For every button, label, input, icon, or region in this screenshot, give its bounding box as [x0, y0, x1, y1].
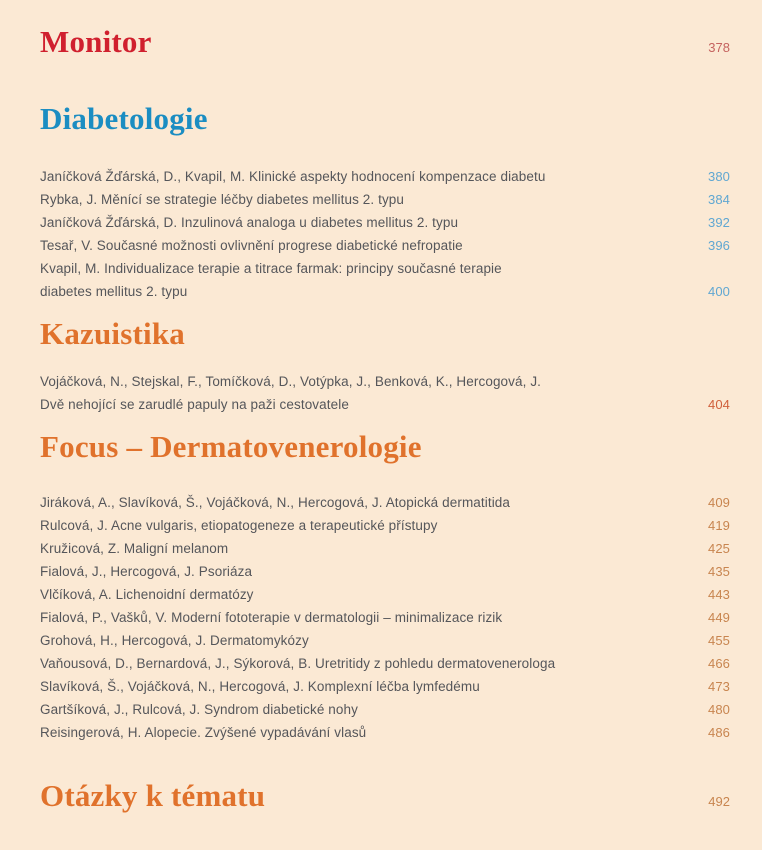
toc-row	[40, 165, 730, 188]
toc-row	[40, 652, 730, 675]
toc-row	[40, 211, 730, 234]
toc-row	[40, 721, 730, 744]
toc-entry-text: Fialová, P., Vašků, V. Moderní fototerapie v dermatologii – minimalizace rizik	[40, 610, 503, 626]
toc-row	[40, 491, 730, 514]
toc-entry-text: Fialová, J., Hercogová, J. Psoriáza	[40, 564, 253, 580]
toc-entry-page: 449	[708, 610, 730, 626]
section-title-kazuistika: Kazuistika	[40, 316, 185, 352]
section-otazky	[40, 780, 730, 813]
toc-entry-page: 443	[708, 587, 730, 603]
section-diabetologie	[40, 100, 730, 136]
toc-entry-page: 486	[708, 725, 730, 741]
toc-list-focus	[40, 491, 730, 744]
toc-entry-text: Slavíková, Š., Vojáčková, N., Hercogová, J. Komplexní léčba lymfedému	[40, 679, 480, 695]
toc-row	[40, 606, 730, 629]
toc-entry-page: 392	[708, 215, 730, 231]
section-monitor	[40, 26, 730, 59]
toc-entry-page: 425	[708, 541, 730, 557]
section-title-otazky: Otázky k tématu	[40, 778, 266, 814]
toc-entry-text: Rulcová, J. Acne vulgaris, etiopatogeneze a terapeutické přístupy	[40, 518, 438, 534]
toc-entry-text: Rybka, J. Měnící se strategie léčby diabetes mellitus 2. typu	[40, 192, 405, 208]
toc-entry-text: Jiráková, A., Slavíková, Š., Vojáčková, N., Hercogová, J. Atopická dermatitida	[40, 495, 511, 511]
toc-row	[40, 514, 730, 537]
toc-entry-text: Grohová, H., Hercogová, J. Dermatomykózy	[40, 633, 309, 649]
section-page-otazky: 492	[708, 794, 730, 810]
section-title-focus: Focus – Dermatovenerologie	[40, 428, 422, 464]
toc-entry-text: Kvapil, M. Individualizace terapie a titrace farmak: principy současné terapie	[40, 261, 502, 277]
toc-entry-page: 480	[708, 702, 730, 718]
toc-entry-page: 466	[708, 656, 730, 672]
toc-entry-text: Kružicová, Z. Maligní melanom	[40, 541, 229, 557]
toc-row	[40, 629, 730, 652]
toc-entry-page: 455	[708, 633, 730, 649]
toc-row	[40, 560, 730, 583]
toc-entry-text: Vojáčková, N., Stejskal, F., Tomíčková, D., Votýpka, J., Benková, K., Hercogová, J.	[40, 373, 542, 389]
toc-row	[40, 393, 730, 416]
toc-entry-text: Tesař, V. Současné možnosti ovlivnění progrese diabetické nefropatie	[40, 238, 463, 254]
toc-row	[40, 280, 730, 303]
toc-entry-page: 409	[708, 495, 730, 511]
toc-row	[40, 675, 730, 698]
toc-entry-page: 435	[708, 564, 730, 580]
toc-entry-page: 380	[708, 169, 730, 185]
toc-entry-page: 473	[708, 679, 730, 695]
section-kazuistika	[40, 318, 730, 351]
toc-entry-text: Dvě nehojící se zarudlé papuly na paži cestovatele	[40, 396, 349, 412]
toc-list-diabetologie	[40, 165, 730, 303]
toc-entry-text: Vaňousová, D., Bernardová, J., Sýkorová, B. Uretritidy z pohledu dermatovenerologa	[40, 656, 556, 672]
toc-entry-text: Gartšíková, J., Rulcová, J. Syndrom diabetické nohy	[40, 702, 358, 718]
toc-row	[40, 537, 730, 560]
toc-row	[40, 257, 730, 280]
section-title-diabetologie: Diabetologie	[40, 100, 208, 136]
toc-entry-text: Vlčíková, A. Lichenoidní dermatózy	[40, 587, 254, 603]
toc-entry-page: 396	[708, 238, 730, 254]
toc-row	[40, 188, 730, 211]
toc-row	[40, 698, 730, 721]
section-focus	[40, 428, 730, 464]
toc-entry-page: 400	[708, 284, 730, 300]
section-title-monitor: Monitor	[40, 24, 152, 59]
toc-entry-page: 404	[708, 396, 730, 412]
toc-entry-page: 384	[708, 192, 730, 208]
toc-entry-text: Janíčková Žďárská, D. Inzulinová analoga u diabetes mellitus 2. typu	[40, 215, 459, 231]
toc-entry-text: Janíčková Žďárská, D., Kvapil, M. Klinické aspekty hodnocení kompenzace diabetu	[40, 169, 546, 185]
toc-row	[40, 234, 730, 257]
section-page-monitor: 378	[708, 40, 730, 55]
toc-row	[40, 370, 730, 393]
toc-entry-page: 419	[708, 518, 730, 534]
toc-entry-text: Reisingerová, H. Alopecie. Zvýšené vypadávání vlasů	[40, 725, 367, 741]
toc-row	[40, 583, 730, 606]
toc-entry-text: diabetes mellitus 2. typu	[40, 284, 188, 300]
toc-list-kazuistika	[40, 370, 730, 416]
